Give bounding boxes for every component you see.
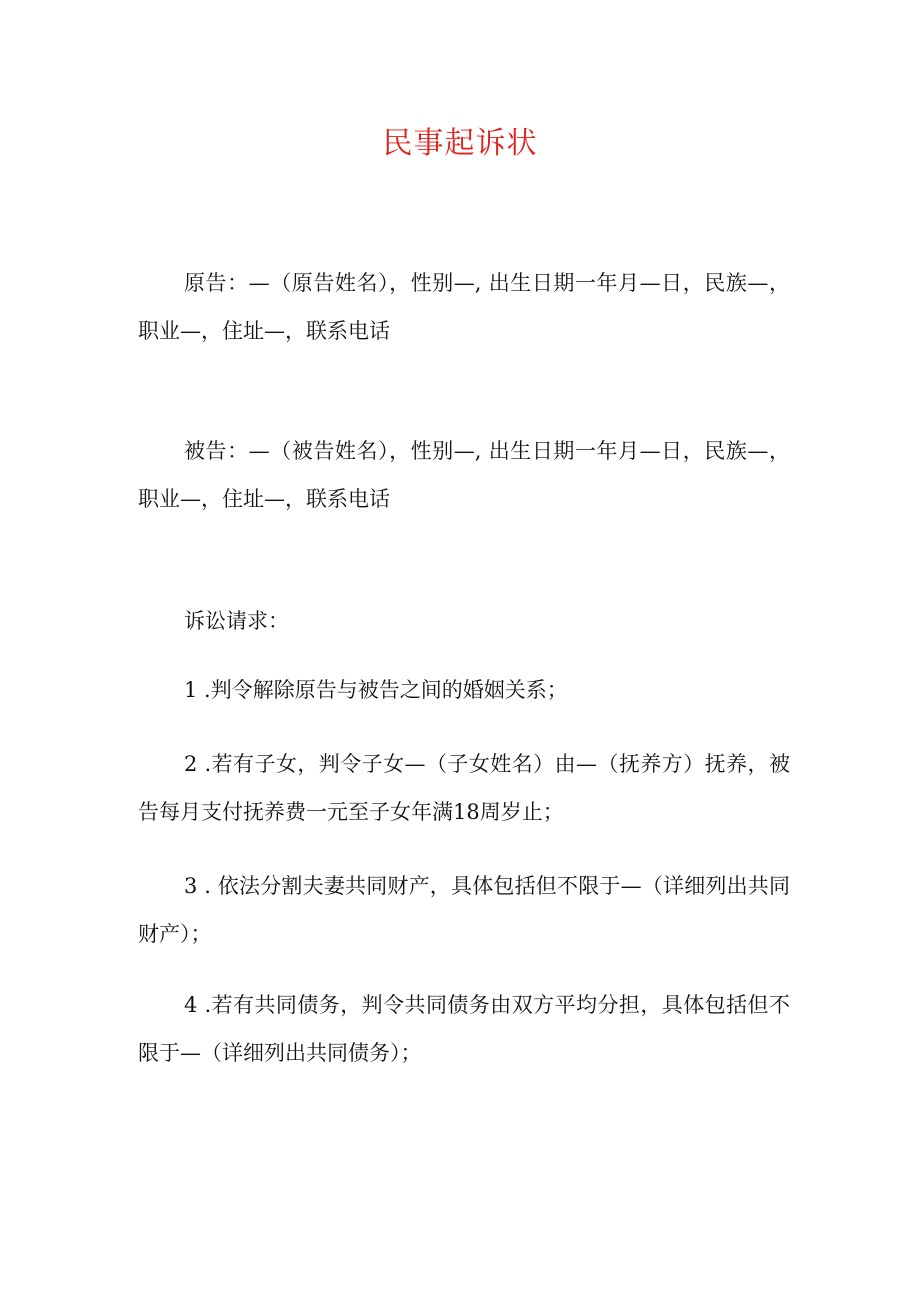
claim-item: 1 .判令解除原告与被告之间的婚姻关系； [184,678,568,702]
plaintiff-paragraph: 原告：—（原告姓名），性别—, 出生日期一年月—日，民族—，职业—，住址—，联系电话 [138,271,790,343]
claim-item: 2 .若有子女，判令子女—（子女姓名）由—（抚养方）抚养，被告每月支付抚养费一元至子女年满18周岁止； [138,752,790,824]
claims-heading: 诉讼请求： [184,609,289,633]
defendant-paragraph: 被告：—（被告姓名），性别—, 出生日期一年月—日，民族—，职业—，住址—，联系电话 [138,439,790,511]
claim-item: 3 . 依法分割夫妻共同财产，具体包括但不限于—（详细列出共同财产）； [138,874,790,946]
claim-item: 4 .若有共同债务，判令共同债务由双方平均分担，具体包括但不限于—（详细列出共同债务）； [138,993,790,1065]
document-title: 民事起诉状 [382,126,538,161]
